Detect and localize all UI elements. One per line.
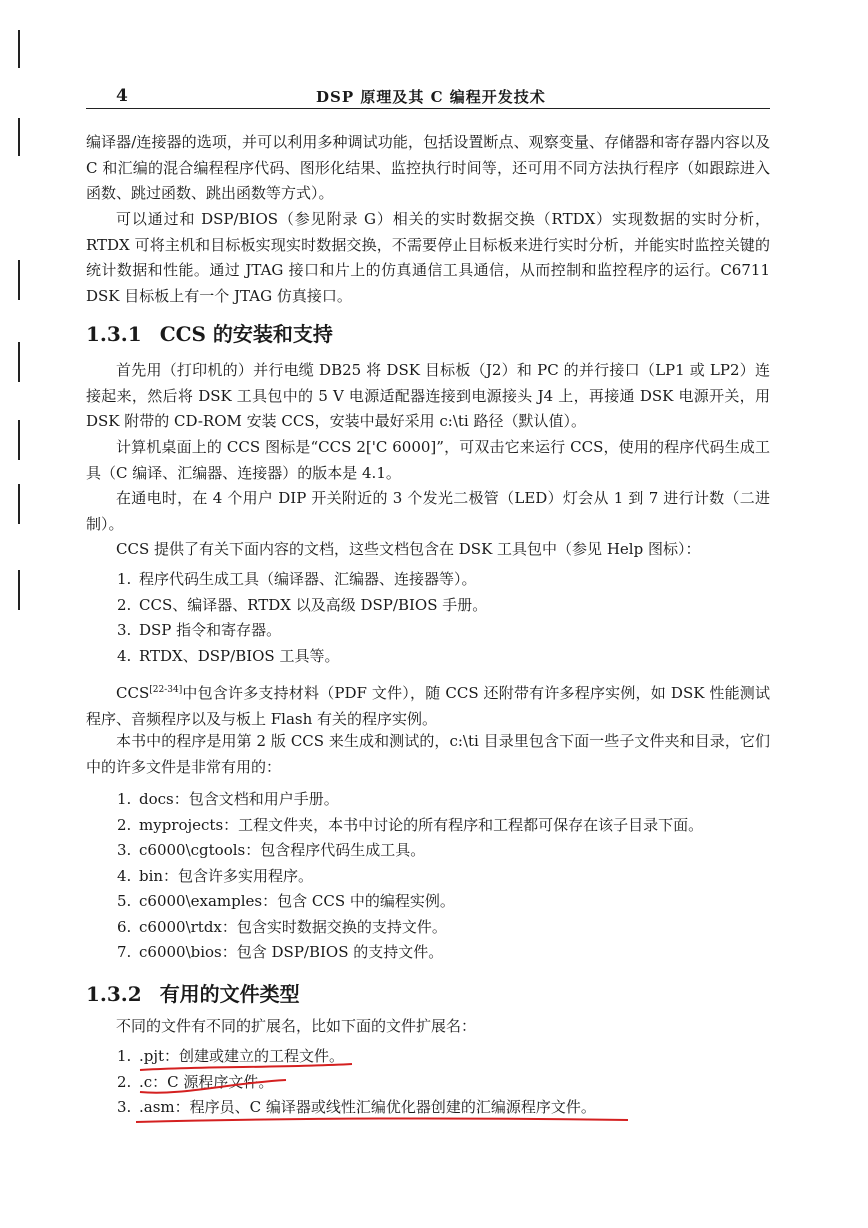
support-materials-paragraph: CCS[22-34]中包含许多支持材料（PDF 文件），随 CCS 还附带有许多程序实例，如 DSK 性能测试程序、音频程序以及与板上 Flash 有关的程序实例。 — [86, 684, 770, 728]
section-title: 有用的文件类型 — [159, 982, 300, 1006]
list-item: 1. 程序代码生成工具（编译器、汇编器、连接器等）。 — [117, 570, 477, 588]
list-item: 4. bin：包含许多实用程序。 — [117, 866, 314, 885]
list-item: 2. myprojects：工程文件夹，本书中讨论的所有程序和工程都可保存在该子目录下面。 — [117, 815, 704, 834]
directory-intro-paragraph: 本书中的程序是用第 2 版 CCS 来生成和测试的，c:\ti 目录里包含下面一些子文件夹和目录，它们中的许多文件是非常有用的： — [86, 732, 770, 776]
section-number: 1.3.2 — [86, 982, 142, 1006]
list-item: 3. DSP 指令和寄存器。 — [117, 621, 282, 639]
icon-paragraph: 计算机桌面上的 CCS 图标是“CCS 2['C 6000]”，可双击它来运行 CCS，使用的程序代码生成工具（C 编译、汇编器、连接器）的版本是 4.1。 — [86, 438, 770, 482]
list-item: 4. RTDX、DSP/BIOS 工具等。 — [117, 646, 340, 665]
running-title: DSP 原理及其 C 编程开发技术 — [316, 88, 546, 106]
install-paragraph: 首先用（打印机的）并行电缆 DB25 将 DSK 目标板（J2）和 PC 的并行接口（LP1 或 LP2）连接起来，然后将 DSK 工具包中的 5 V 电源适配器连接到电源接头 J4 上，再接通 DSK 电源开关，用 DSK 附带的 CD-ROM 安装 CCS，安装中最好采用 c:\ti 路径（默认值）。 — [86, 361, 770, 430]
list-item: 2. CCS、编译器、RTDX 以及高级 DSP/BIOS 手册。 — [117, 595, 488, 614]
list-item: 5. c6000\examples：包含 CCS 中的编程实例。 — [117, 892, 455, 910]
list-item: 1. .pjt：创建或建立的工程文件。 — [117, 1047, 345, 1065]
binding-mark — [18, 484, 20, 524]
section-heading-1-3-2 — [86, 978, 300, 1007]
binding-mark — [18, 420, 20, 460]
binding-mark — [18, 30, 20, 68]
list-item: 3. .asm：程序员、C 编译器或线性汇编优化器创建的汇编源程序文件。 — [117, 1098, 596, 1116]
list-item: 3. c6000\cgtools：包含程序代码生成工具。 — [117, 841, 426, 859]
binding-mark — [18, 570, 20, 610]
intro-paragraph-2: 可以通过和 DSP/BIOS（参见附录 G）相关的实时数据交换（RTDX）实现数据的实时分析，RTDX 可将主机和目标板实现实时数据交换，不需要停止目标板来进行实时分析，并能实时监控关键的统计数据和性能。通过 JTAG 接口和片上的仿真通信工具通信，从而控制和监控程序的运行。C6711 DSK 目标板上有一个 JTAG 仿真接口。 — [86, 210, 770, 305]
led-paragraph: 在通电时，在 4 个用户 DIP 开关附近的 3 个发光二极管（LED）灯会从 1 到 7 进行计数（二进制）。 — [86, 489, 770, 533]
citation: [22-34] — [149, 685, 183, 695]
list-item: 2. .c：C 源程序文件。 — [117, 1072, 274, 1091]
file-types-intro-paragraph: 不同的文件有不同的扩展名，比如下面的文件扩展名： — [116, 1017, 477, 1035]
list-item: 7. c6000\bios：包含 DSP/BIOS 的支持文件。 — [117, 943, 444, 961]
binding-mark — [18, 118, 20, 156]
binding-mark — [18, 260, 20, 300]
section-title: CCS 的安装和支持 — [159, 322, 333, 346]
binding-mark — [18, 342, 20, 382]
list-item: 1. docs：包含文档和用户手册。 — [117, 790, 339, 808]
list-item: 6. c6000\rtdx：包含实时数据交换的支持文件。 — [117, 917, 447, 936]
section-heading-1-3-1 — [86, 318, 333, 347]
docs-intro-paragraph: CCS 提供了有关下面内容的文档，这些文档包含在 DSK 工具包中（参见 Help 图标）： — [116, 540, 701, 558]
directory-list — [117, 787, 703, 966]
page-header — [86, 84, 770, 109]
doc-list — [117, 567, 487, 669]
file-extension-list — [117, 1044, 596, 1121]
page-number: 4 — [116, 86, 128, 106]
section-number: 1.3.1 — [86, 322, 142, 346]
intro-paragraph-1: 编译器/连接器的选项，并可以利用多种调试功能，包括设置断点、观察变量、存储器和寄存器内容以及 C 和汇编的混合编程程序代码、图形化结果、监控执行时间等，还可用不同方法执行程序（如跟踪进入函数、跳过函数、跳出函数等方式）。 — [86, 133, 770, 202]
